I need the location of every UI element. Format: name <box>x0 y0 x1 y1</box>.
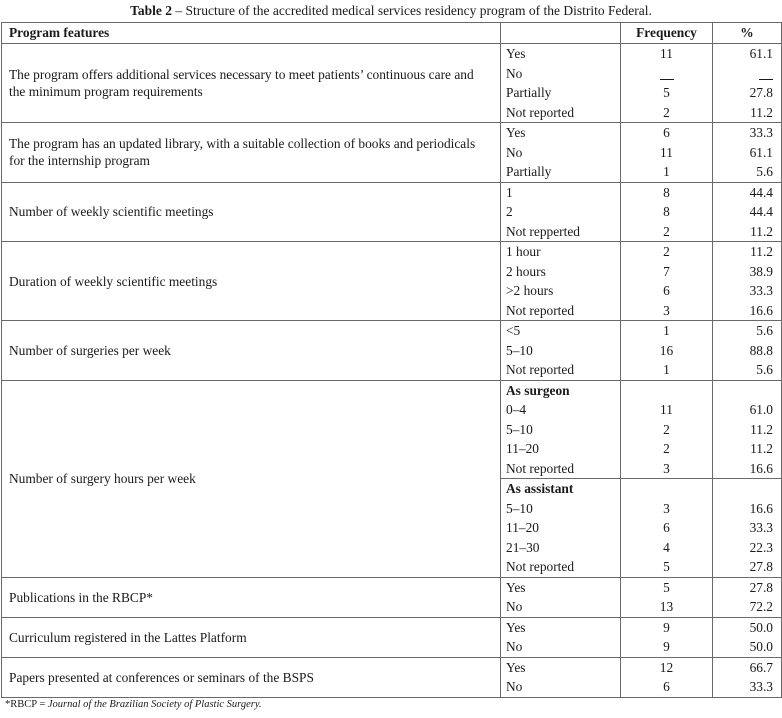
percent-cell <box>713 321 782 381</box>
frequency-value: 6 <box>663 125 670 140</box>
option-line: 1 <box>506 184 513 200</box>
frequency-cell <box>621 380 713 577</box>
option-line: Yes <box>506 46 526 61</box>
frequency-value: 3 <box>663 460 670 476</box>
option-line: No <box>506 65 523 81</box>
option-line: 5–10 <box>506 500 533 516</box>
option-line: As surgeon <box>506 382 570 398</box>
table-row <box>2 44 782 123</box>
percent-value: 61.1 <box>749 144 773 160</box>
footnote <box>5 699 262 710</box>
feature-cell: Curriculum registered in the Lattes Platform <box>2 617 501 657</box>
frequency-value: 5 <box>663 579 670 595</box>
frequency-value: 5 <box>663 559 670 574</box>
percent-cell <box>713 44 782 123</box>
option-line: Partially <box>506 164 552 179</box>
option-line: Not reported <box>506 104 575 120</box>
option-cell <box>501 182 621 242</box>
frequency-value: 16 <box>659 342 674 358</box>
option-line: 11–20 <box>506 520 539 535</box>
frequency-value: 2 <box>663 421 670 437</box>
percent-value: 72.2 <box>749 599 773 614</box>
option-line: Not reported <box>506 559 575 574</box>
feature-cell: Number of surgery hours per week <box>2 380 501 577</box>
frequency-cell <box>621 242 713 321</box>
frequency-value: 11 <box>660 46 673 61</box>
option-line: <5 <box>506 323 521 338</box>
frequency-value <box>621 478 712 499</box>
option-line: >2 hours <box>506 283 554 298</box>
option-line: No <box>506 639 523 654</box>
option-line: No <box>506 679 523 694</box>
frequency-cell <box>621 657 713 697</box>
frequency-cell <box>621 321 713 381</box>
feature-cell: Number of surgeries per week <box>2 321 501 381</box>
frequency-value: 13 <box>659 599 674 614</box>
percent-value <box>713 478 781 499</box>
table-row <box>2 123 782 183</box>
frequency-cell <box>621 577 713 617</box>
feature-cell: Papers presented at conferences or seminars of the BSPS <box>2 657 501 697</box>
frequency-value: 4 <box>663 539 670 555</box>
option-line: Partially <box>506 85 552 100</box>
table-row <box>2 380 782 577</box>
percent-value: 22.3 <box>749 539 773 555</box>
frequency-value: 2 <box>663 223 670 239</box>
option-line: 2 <box>506 204 513 219</box>
feature-cell: Duration of weekly scientific meetings <box>2 242 501 321</box>
frequency-value: 8 <box>663 184 670 200</box>
percent-value <box>713 381 781 401</box>
option-line: 0–4 <box>506 402 527 417</box>
option-line: Not reported <box>506 362 575 377</box>
percent-value: 44.4 <box>749 184 773 200</box>
percent-value: 27.8 <box>749 85 773 100</box>
option-line: 2 hours <box>506 263 546 279</box>
frequency-value: 6 <box>663 679 670 694</box>
option-line: Yes <box>506 619 526 635</box>
percent-value: 38.9 <box>749 263 773 279</box>
percent-cell <box>713 182 782 242</box>
percent-value: 33.3 <box>749 520 773 535</box>
frequency-value: 1 <box>663 362 670 377</box>
frequency-value: 9 <box>663 619 670 635</box>
footnote-text: Journal of the Brazilian Society of Plastic Surgery. <box>47 699 262 710</box>
percent-value: 33.3 <box>749 283 773 298</box>
option-line: As assistant <box>501 478 620 499</box>
option-line: 5–10 <box>506 342 533 358</box>
frequency-cell <box>621 182 713 242</box>
frequency-value: 7 <box>663 263 670 279</box>
percent-value: 16.6 <box>749 460 773 476</box>
percent-cell <box>713 242 782 321</box>
table-row <box>2 657 782 697</box>
table-row <box>2 577 782 617</box>
footnote-prefix: *RBCP = <box>5 699 48 710</box>
table-row <box>2 617 782 657</box>
option-cell <box>501 242 621 321</box>
table-row <box>2 321 782 381</box>
percent-cell <box>713 380 782 577</box>
option-line: Yes <box>506 659 526 675</box>
percent-value: 16.6 <box>749 302 773 318</box>
percent-cell <box>713 123 782 183</box>
percent-value: 33.3 <box>749 679 773 694</box>
percent-value: 88.8 <box>749 342 773 358</box>
header-row <box>2 23 782 44</box>
percent-value: 11.2 <box>750 223 773 239</box>
frequency-cell <box>621 617 713 657</box>
table-label: Table 2 <box>130 3 173 18</box>
percent-value: 44.4 <box>749 204 773 219</box>
frequency-value: 2 <box>663 244 670 259</box>
percent-value: 50.0 <box>749 639 773 654</box>
frequency-cell <box>621 44 713 123</box>
frequency-value: 8 <box>663 204 670 219</box>
frequency-value: 6 <box>663 283 670 298</box>
percent-value-dash <box>713 64 781 84</box>
frequency-value: 3 <box>663 500 670 516</box>
option-line: 5–10 <box>506 421 533 437</box>
option-line: Not reported <box>506 460 575 476</box>
option-line: Not reported <box>506 302 575 318</box>
frequency-value: 3 <box>663 302 670 318</box>
option-line: Yes <box>506 579 526 595</box>
frequency-cell <box>621 123 713 183</box>
percent-value: 11.2 <box>750 441 773 456</box>
header-percent: % <box>713 23 782 44</box>
feature-cell: The program offers additional services necessary to meet patients’ continuous care and the minimum program requirements <box>2 44 501 123</box>
table-row <box>2 182 782 242</box>
percent-value: 27.8 <box>749 579 773 595</box>
frequency-value: 12 <box>659 659 674 675</box>
option-cell <box>501 321 621 381</box>
frequency-value-dash <box>621 64 712 84</box>
option-line: No <box>506 599 523 614</box>
percent-value: 33.3 <box>749 125 773 140</box>
table-row <box>2 242 782 321</box>
percent-value: 66.7 <box>749 659 773 675</box>
percent-cell <box>713 577 782 617</box>
option-cell <box>501 617 621 657</box>
frequency-value: 11 <box>660 144 673 160</box>
caption-text: Structure of the accredited medical services residency program of the Distrito Federal. <box>185 3 652 18</box>
table-caption <box>0 3 782 19</box>
percent-cell <box>713 617 782 657</box>
option-line: Not repperted <box>506 223 580 239</box>
option-line: 21–30 <box>506 539 540 555</box>
frequency-value: 1 <box>663 323 670 338</box>
frequency-value: 6 <box>663 520 670 535</box>
percent-value: 11.2 <box>750 421 773 437</box>
percent-cell <box>713 657 782 697</box>
option-line: 1 hour <box>506 244 541 259</box>
header-option <box>501 23 621 44</box>
dash-mark <box>759 69 773 80</box>
option-cell <box>501 123 621 183</box>
residency-structure-table <box>1 22 782 698</box>
percent-value: 16.6 <box>749 500 773 516</box>
percent-value: 11.2 <box>750 244 773 259</box>
option-cell <box>501 44 621 123</box>
option-line: Yes <box>506 125 526 140</box>
percent-value: 5.6 <box>756 164 773 179</box>
option-cell <box>501 657 621 697</box>
header-frequency: Frequency <box>621 23 713 44</box>
frequency-value <box>621 381 712 401</box>
feature-cell: Number of weekly scientific meetings <box>2 182 501 242</box>
frequency-value: 9 <box>663 639 670 654</box>
percent-value: 11.2 <box>750 104 773 120</box>
frequency-value: 2 <box>663 441 670 456</box>
feature-cell: The program has an updated library, with a suitable collection of books and periodicals for the internship program <box>2 123 501 183</box>
feature-cell: Publications in the RBCP* <box>2 577 501 617</box>
percent-value: 61.0 <box>749 402 773 417</box>
percent-value: 27.8 <box>749 559 773 574</box>
percent-value: 50.0 <box>749 619 773 635</box>
option-cell <box>501 577 621 617</box>
frequency-value: 5 <box>663 85 670 100</box>
percent-value: 5.6 <box>756 323 773 338</box>
option-line: No <box>506 144 523 160</box>
frequency-value: 2 <box>663 104 670 120</box>
frequency-value: 11 <box>660 402 673 417</box>
percent-value: 61.1 <box>749 46 773 61</box>
percent-value: 5.6 <box>756 362 773 377</box>
option-line: 11–20 <box>506 441 539 456</box>
header-feature: Program features <box>2 23 501 44</box>
option-cell <box>501 380 621 577</box>
caption-separator: – <box>172 3 186 18</box>
dash-mark <box>660 69 674 80</box>
frequency-value: 1 <box>663 164 670 179</box>
